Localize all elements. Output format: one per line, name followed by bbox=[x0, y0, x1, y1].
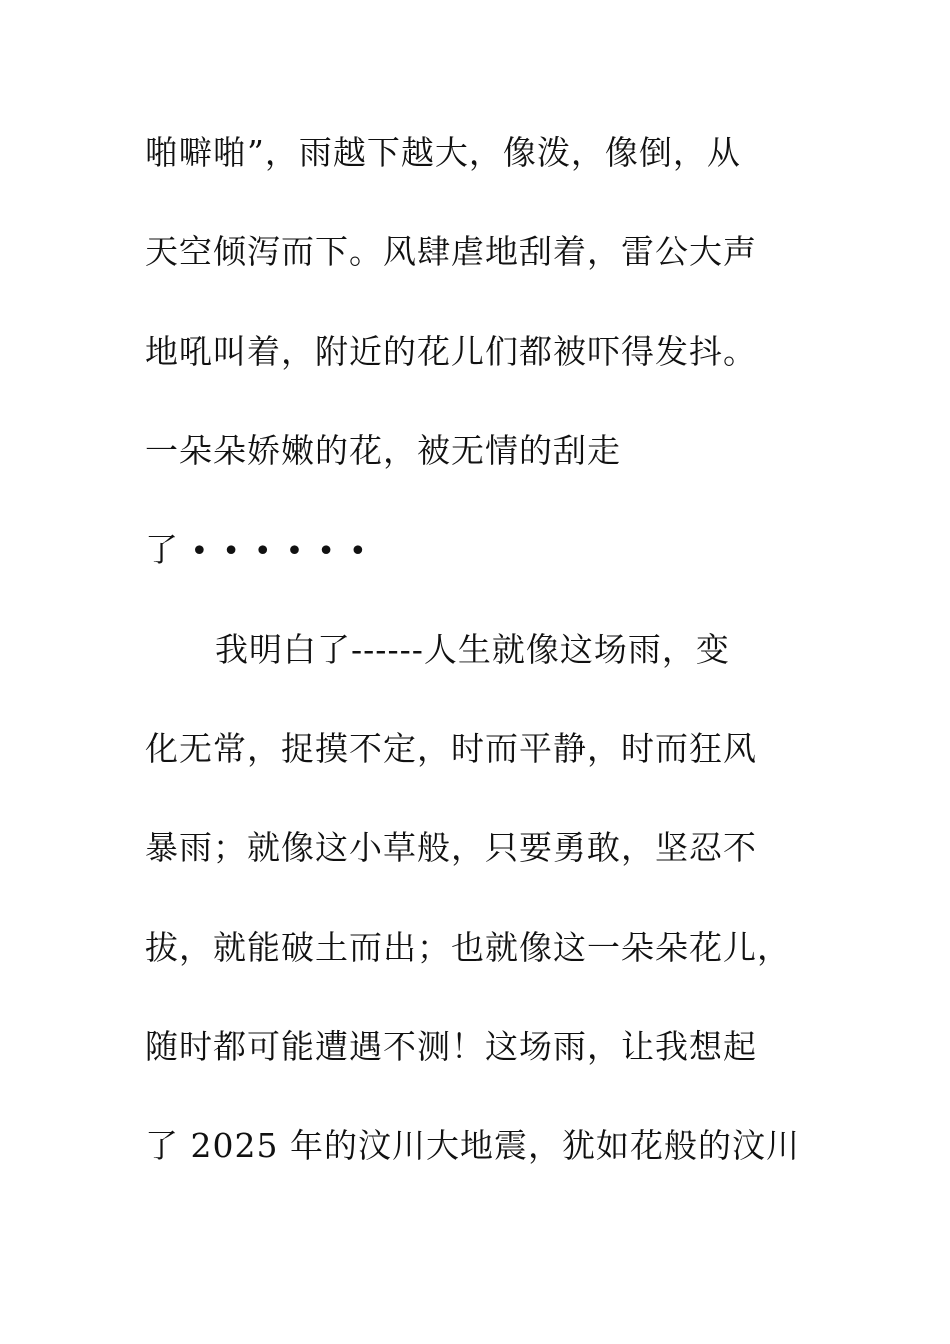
text-line-11: 了 2025 年的汶川大地震，犹如花般的汶川 bbox=[145, 1126, 800, 1165]
text-line-10: 随时都可能遭遇不测！这场雨，让我想起 bbox=[145, 1027, 757, 1066]
text-line-6-paragraph-start: 我明白了------人生就像这场雨，变 bbox=[215, 630, 730, 669]
text-line-3: 地吼叫着，附近的花儿们都被吓得发抖。 bbox=[145, 332, 757, 371]
text-line-4: 一朵朵娇嫩的花，被无情的刮走 bbox=[145, 431, 621, 470]
text-line-9: 拔，就能破土而出；也就像这一朵朵花儿， bbox=[145, 928, 791, 967]
text-line-5 bbox=[145, 525, 381, 575]
ellipsis-dots: •••••• bbox=[190, 534, 381, 569]
text-line-2: 天空倾泻而下。风肆虐地刮着，雷公大声 bbox=[145, 232, 757, 271]
text-line-5-word: 了 bbox=[145, 530, 179, 569]
text-line-8: 暴雨；就像这小草般，只要勇敢，坚忍不 bbox=[145, 828, 757, 867]
text-line-7: 化无常，捉摸不定，时而平静，时而狂风 bbox=[145, 729, 757, 768]
text-line-1: 啪噼啪”，雨越下越大，像泼，像倒，从 bbox=[145, 133, 741, 172]
